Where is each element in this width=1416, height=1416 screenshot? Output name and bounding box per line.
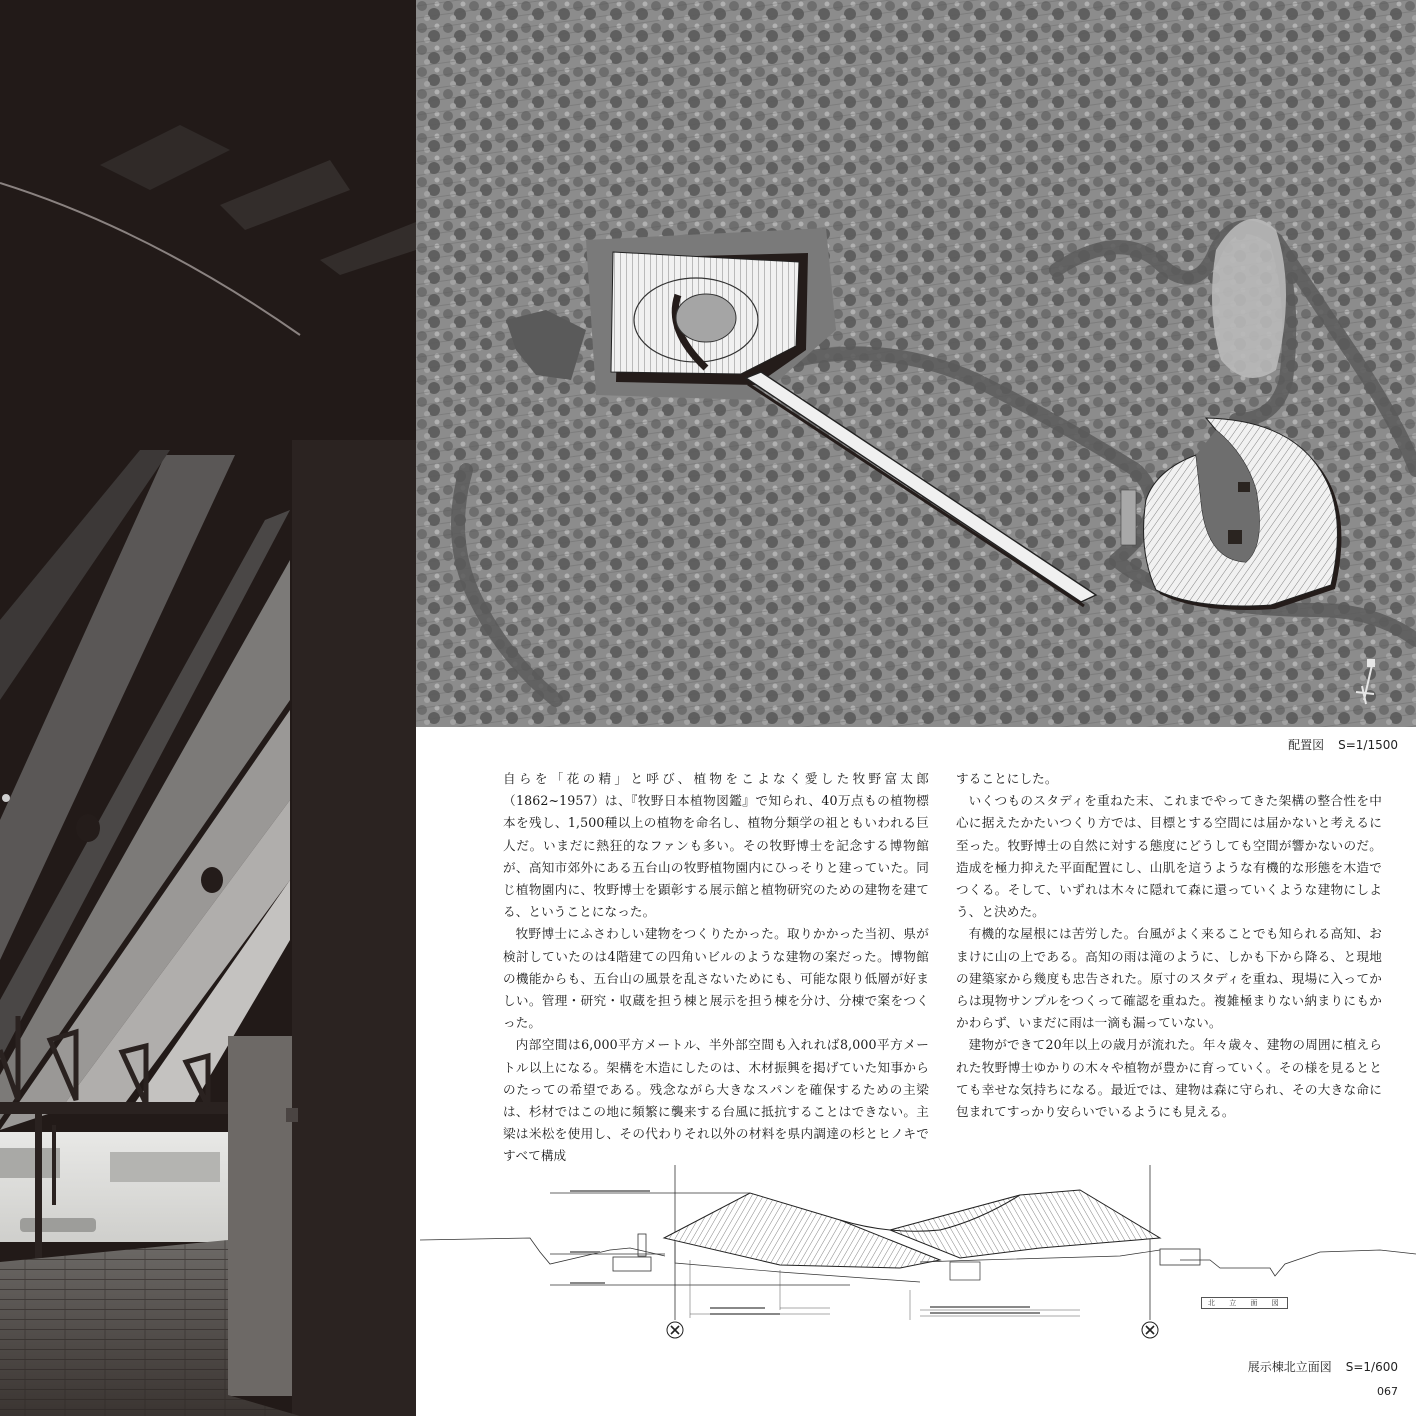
body-text-column-2 [956, 768, 1382, 1123]
elevation-scale: S=1/600 [1345, 1360, 1398, 1374]
site-plan-drawing [416, 0, 1416, 727]
elevation-drawing-label: 北 立 面 図 [1201, 1297, 1288, 1309]
site-plan-graphic [416, 0, 1416, 727]
steel-beam [0, 1102, 230, 1114]
timber-column [292, 440, 416, 1416]
north-elevation-drawing [420, 1150, 1416, 1350]
grid-marker-x-icon [667, 1322, 683, 1338]
elevation-graphic [420, 1150, 1416, 1350]
paragraph: 自らを「花の精」と呼び、植物をこよなく愛した牧野富太郎（1862~1957）は、『牧野日本植物図鑑』で知られ、40万点もの植物標本を残し、1,500種以上の植物を命名し、植物分類学の祖ともいわれる巨人だ。いまだに熱狂的なファンも多い。その牧野博士を記念する博物館が、高知市郊外にある五台山の牧野植物園内にひっそりと建っていた。同じ植物園内に、牧野博士を顕彰する展示館と植物研究のための建物を建てる、ということになった。 [503, 771, 929, 920]
site-plan-scale: S=1/1500 [1338, 738, 1398, 752]
planter [20, 1218, 96, 1232]
interior-photo-graphic [0, 0, 416, 1416]
paragraph: 内部空間は6,000平方メートル、半外部空間も入れれば8,000平方メートル以上になる。架構を木造にしたのは、木材振興を掲げていた知事からのたっての希望である。残念ながら大きなスパンを確保するための主梁は、杉材ではこの地に頻繁に襲来する台風に抵抗することはできない。主梁は米松を使用し、その代わりそれ以外の材料を県内調達の杉とヒノキですべて構成 [503, 1037, 929, 1164]
grid-marker-x-icon [1142, 1322, 1158, 1338]
elevation-caption-title: 展示棟北立面図 [1247, 1360, 1332, 1374]
paragraph: することにした。 [956, 771, 1058, 786]
spotlight-icon [201, 867, 223, 893]
body-text-column-1 [503, 768, 929, 1168]
concrete-wall [228, 1036, 292, 1396]
site-plan-caption-title: 配置図 [1288, 738, 1325, 752]
elevation-caption [1248, 1358, 1398, 1375]
ceiling-lamp-icon [2, 794, 10, 802]
east-roof [890, 1190, 1160, 1258]
spotlight-icon [76, 814, 100, 842]
research-building-roof [611, 252, 808, 385]
paragraph: 有機的な屋根には苦労した。台風がよく来ることでも知られる高知、おまけに山の上である。高知の雨は滝のように、しかも下から降る、と現地の建築家から幾度も忠告された。原寸のスタディを重ね、現場に入ってからは現物サンプルをつくって確認を重ねた。複雑極まりない納まりにもかかわらず、いまだに雨は一滴も漏っていない。 [956, 926, 1382, 1031]
paragraph: 牧野博士にふさわしい建物をつくりたかった。取りかかった当初、県が検討していたのは4階建ての四角いビルのような建物の案だった。博物館の機能からも、五台山の風景を乱さないためにも、可能な限り低層が好ましい。管理・研究・収蔵を担う棟と展示を担う棟を分け、分棟で案をつくった。 [503, 926, 929, 1031]
paragraph: いくつものスタディを重ねた末、これまでやってきた架構の整合性を中心に据えたかたいつくり方では、目標とする空間には届かないと考えるに至った。牧野博士の自然に対する態度にどうしても空間が響かないのだ。造成を極力抑えた平面配置にし、山肌を這うような有機的な形態を木造でつくる。そして、いずれは木々に隠れて森に還っていくような建物にしよう、と決めた。 [956, 793, 1382, 920]
page-number: 067 [1377, 1385, 1398, 1398]
interior-photo [0, 0, 416, 1416]
site-plan-caption [1288, 736, 1398, 753]
paragraph: 建物ができて20年以上の歳月が流れた。年々歳々、建物の周囲に植えられた牧野博士ゆかりの木々や植物が豊かに育っていく。その様を見るととても幸せな気持ちになる。最近では、建物は森に守られ、その大きな命に包まれてすっかり安らいでいるようにも見える。 [956, 1037, 1382, 1120]
